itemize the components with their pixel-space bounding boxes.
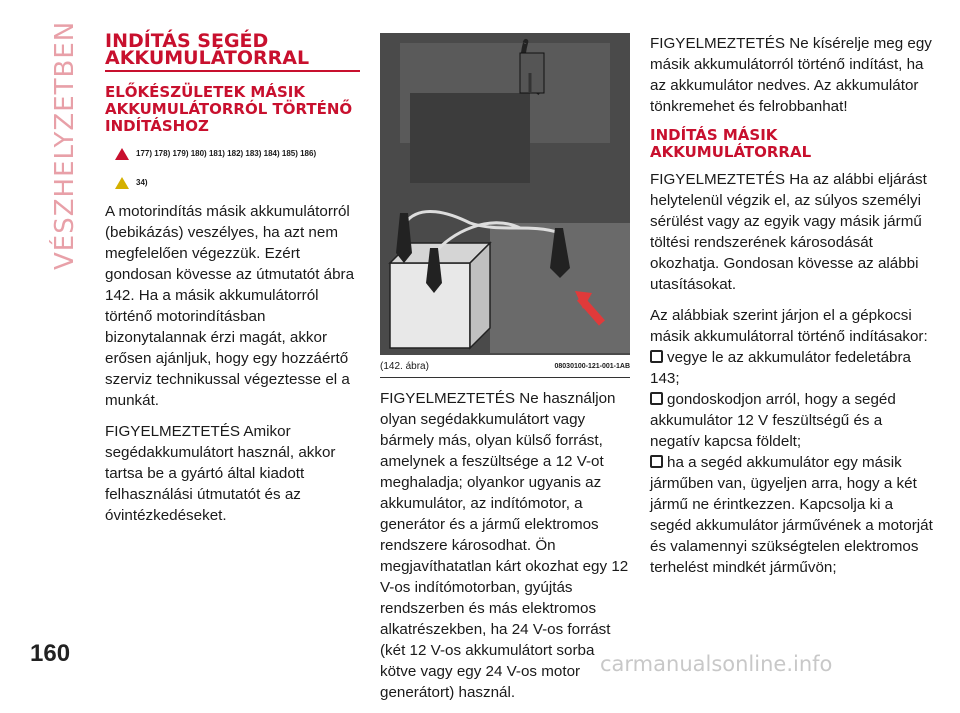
- paragraph: FIGYELMEZTETÉS Amikor segédakkumulátort használ, akkor tartsa be a gyártó által kiadott felhasználási útmutatót és az óvintézkedéseket.: [105, 423, 336, 524]
- checkbox-bullet-icon: [650, 455, 663, 468]
- warning-icon: [115, 148, 129, 160]
- paragraph: Az alábbiak szerint járjon el a gépkocsi másik akkumulátorral történő indításakor:: [650, 307, 928, 345]
- warning-references: [115, 143, 360, 164]
- figure-caption: (142. ábra): [380, 360, 429, 372]
- list-item: gondoskodjon arról, hogy a segéd akkumulátor 12 V feszültségű és a negatív kapcsa földelt;: [650, 391, 896, 450]
- paragraph: A motorindítás másik akkumulátorról (bebikázás) veszélyes, ha azt nem megfelelően végezzük. Ezért gondosan kövesse az útmutatót ábra 142. Ha a másik akkumulátorról történő motorindításban bizonytalannak érzi magát, akkor erősen ajánljuk, hogy egy hozzáértő szerviz technikussal végeztesse el a munkát.: [105, 203, 355, 409]
- figure-caption-bar: [380, 355, 630, 378]
- checkbox-bullet-icon: [650, 392, 663, 405]
- paragraph: FIGYELMEZTETÉS Ne használjon olyan segédakkumulátort vagy bármely más, olyan külső forrást, amelynek a feszültsége a 12 V-ot meghaladja; olyankor ugyanis az akkumulátor, az indítómotor, a generátor és a jármű elektromos rendszere károsodhat. Ön megjavíthatatlan kárt okozhat egy 12 V-os indítómotorban, gyújtás rendszerben és más elektromos alkatrészekben, ha 24 V-os forrást (két 12 V-os akkumulátort sorba kötve vagy egy 24 V-os motor generátort) használ.: [380, 390, 629, 701]
- figure-code: 08030100-121-001-1AB: [554, 362, 630, 370]
- paragraph: FIGYELMEZTETÉS Ne kísérelje meg egy másik akkumulátorról történő indítást, ha az akkumulátor nedves. Az akkumulátor tönkremehet és felrobbanhat!: [650, 35, 932, 115]
- note-references: [115, 172, 360, 193]
- list-item: ha a segéd akkumulátor egy másik járműben van, ügyeljen arra, hogy a két jármű ne érintkezzen. Kapcsolja ki a segéd akkumulátor járművének a motorját és valamennyi szükségtelen elektromos terhelést mindkét járművön;: [650, 454, 933, 576]
- page-number: 160: [30, 640, 71, 667]
- note-icon: [115, 177, 129, 189]
- column-right: [650, 33, 935, 578]
- warning-ref-list: 177) 178) 179) 180) 181) 182) 183) 184) 185) 186): [136, 149, 317, 158]
- column-middle: [380, 33, 630, 713]
- watermark: carmanualsonline.info: [600, 652, 833, 676]
- jump-start-figure: [380, 33, 630, 355]
- list-item: vegye le az akkumulátor fedeletábra 143;: [650, 349, 911, 387]
- section-heading: INDÍTÁS MÁSIK AKKUMULÁTORRAL: [650, 126, 812, 161]
- column-left: [105, 30, 360, 536]
- checkbox-bullet-icon: [650, 350, 663, 363]
- note-ref-list: 34): [136, 178, 148, 187]
- section-side-label: VÉSZHELYZETBEN: [50, 20, 80, 270]
- paragraph: FIGYELMEZTETÉS Ha az alábbi eljárást helytelenül végzik el, az súlyos személyi sérülést vagy az egyik vagy másik jármű töltési rendszerének károsodását okozhatja. Gondosan kövesse az alábbi utasításokat.: [650, 171, 927, 293]
- engine-bay-illustration: [380, 33, 630, 355]
- main-heading: INDÍTÁS SEGÉD AKKUMULÁTORRAL: [105, 33, 360, 72]
- sub-heading: ELŐKÉSZÜLETEK MÁSIK AKKUMULÁTORRÓL TÖRTÉNŐ INDÍTÁSHOZ: [105, 83, 353, 135]
